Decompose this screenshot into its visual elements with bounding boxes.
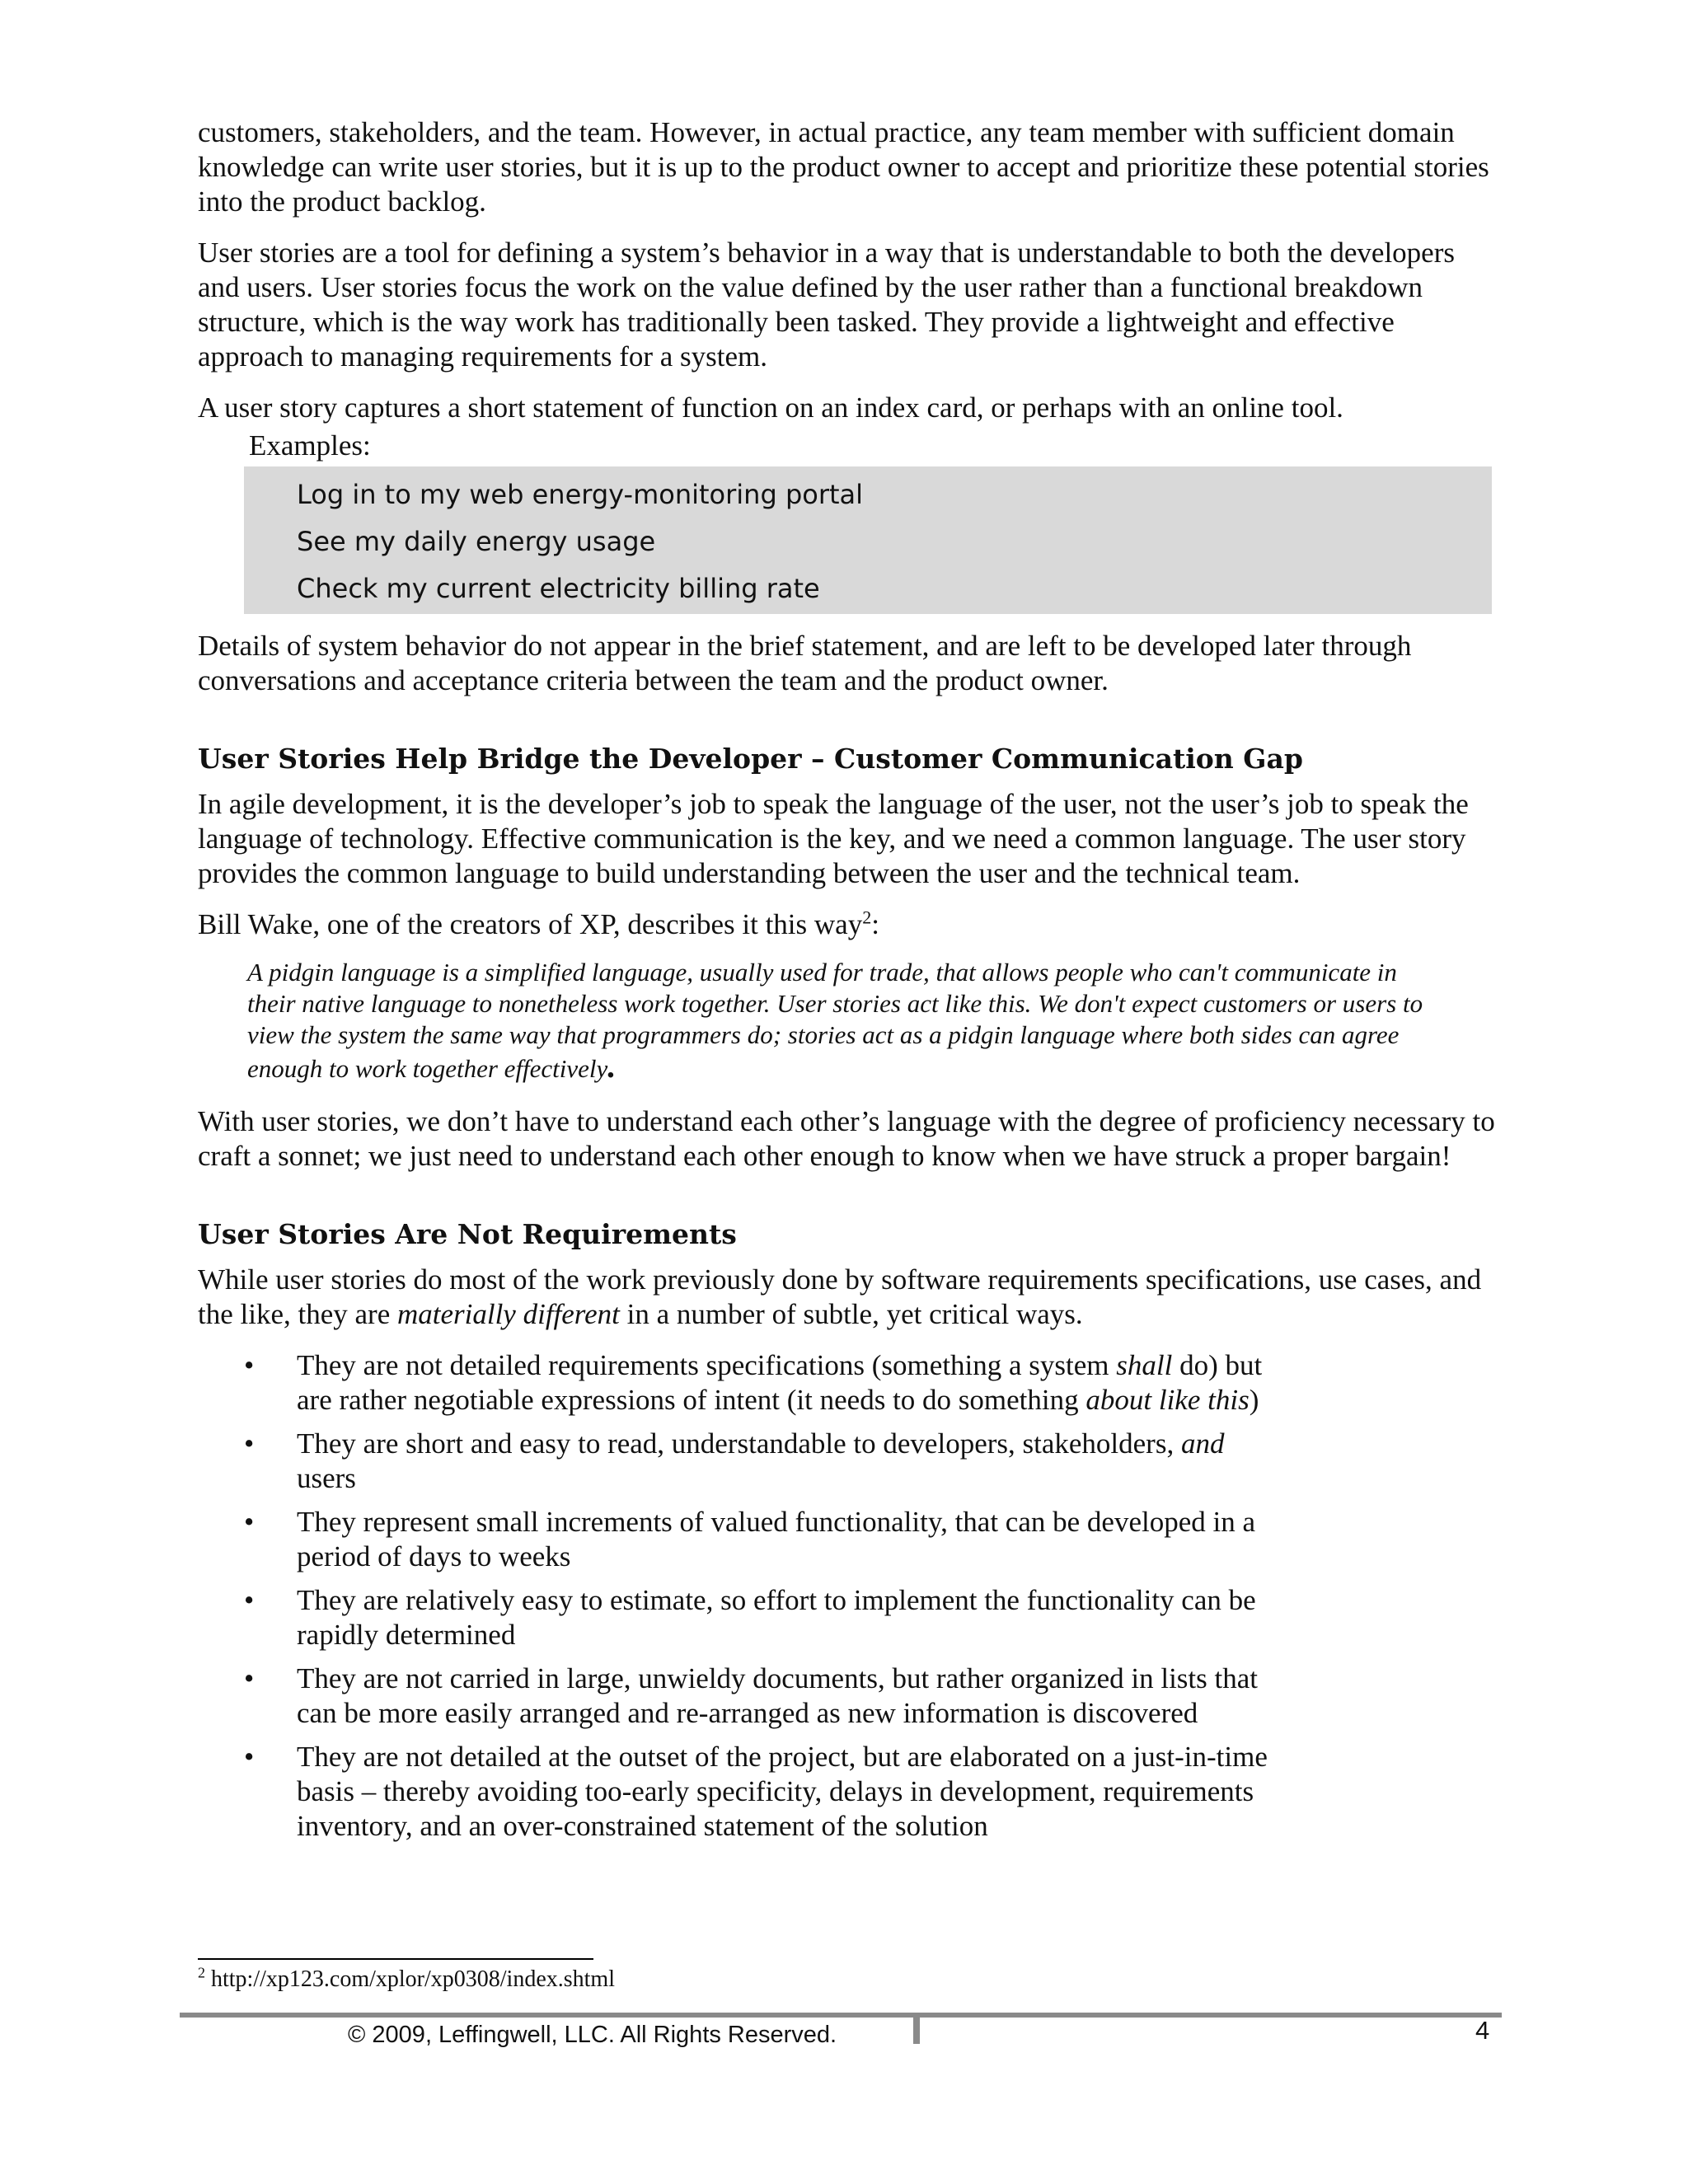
footer-divider-tick (913, 2013, 920, 2044)
example-item: See my daily energy usage (297, 526, 656, 557)
bullet-icon: • (244, 1741, 255, 1773)
footnote-divider (198, 1958, 593, 1960)
footnote (198, 1966, 615, 1994)
footnote-number: 2 (198, 1964, 205, 1981)
bullet-emphasis-shall: shall (1116, 1349, 1173, 1381)
list-item (198, 1348, 1286, 1418)
example-item: Check my current electricity billing rate (297, 573, 820, 604)
bullet-text-a: They are not detailed requirements specifications (something a system (297, 1349, 1117, 1381)
paragraph-intro: customers, stakeholders, and the team. However, in actual practice, any team member with sufficient domain knowledge can write user stories, but it is up to the product owner to accept and prioritize these potential stories into the product backlog. (198, 116, 1489, 218)
section-heading-communication-gap: User Stories Help Bridge the Developer – Customer Communication Gap (198, 743, 1303, 775)
pidgin-quote (247, 957, 1434, 1085)
list-item (198, 1740, 1286, 1844)
bullet-icon: • (244, 1662, 255, 1694)
paragraph-sonnet: With user stories, we don’t have to understand each other’s language with the degree of proficiency necessary to craft a sonnet; we just need to understand each other enough to know when we have struck a proper bargain! (198, 1105, 1495, 1172)
intro-text-a: While user stories do most of the work previously done by software requirements specifications, use cases, and the like, they are (198, 1263, 1482, 1330)
intro-emphasis: materially different (396, 1298, 620, 1330)
bullet-text: They represent small increments of valued functionality, that can be developed in a period of days to weeks (297, 1506, 1255, 1572)
list-item (198, 1583, 1286, 1652)
copyright-notice: © 2009, Leffingwell, LLC. All Rights Reserved. (348, 2022, 837, 2048)
list-item (198, 1427, 1286, 1496)
bullet-text-a: They are short and easy to read, understandable to developers, stakeholders, (297, 1427, 1181, 1460)
paragraph-bill-wake (198, 907, 1500, 942)
paragraph-user-stories-tool: User stories are a tool for defining a system’s behavior in a way that is understandable to both the developers and users. User stories focus the work on the value defined by the user rather than a functional breakdown structure, which is the way work has traditionally been tasked. They provide a lightweight and effective approach to managing requirements for a system. (198, 237, 1455, 373)
bullet-text: They are not carried in large, unwieldy documents, but rather organized in lists that can be more easily arranged and re-arranged as new information is discovered (297, 1662, 1258, 1729)
bullet-text-c: ) (1249, 1384, 1259, 1416)
bullet-emphasis-about: about like this (1085, 1384, 1250, 1416)
page-number: 4 (1475, 2016, 1490, 2045)
list-item (198, 1505, 1286, 1574)
footnote-url[interactable]: http://xp123.com/xplor/xp0308/index.shtml (205, 1966, 615, 1992)
paragraph-details: Details of system behavior do not appear in the brief statement, and are left to be developed later through conversations and acceptance criteria between the team and the product owner. (198, 630, 1412, 696)
bullet-icon: • (244, 1427, 255, 1460)
bullet-icon: • (244, 1506, 255, 1538)
differences-list (198, 1348, 1500, 1844)
footer-divider (180, 2013, 1502, 2018)
bullet-text: They are not detailed at the outset of the project, but are elaborated on a just-in-time basis – thereby avoiding too-early specificity, delays in development, requirements inventory, and an over-constrained statement of the solution (297, 1741, 1268, 1842)
quote-period: . (607, 1047, 617, 1085)
bill-wake-colon: : (871, 908, 879, 940)
paragraph-agile-development: In agile development, it is the developer’s job to speak the language of the user, not the user’s job to speak the language of technology. Effective communication is the key, and we need a common language. The user story provides the common language to build understanding between the user and the technical team. (198, 788, 1469, 889)
bullet-text-b: users (297, 1462, 356, 1494)
bullet-text: They are relatively easy to estimate, so effort to implement the functionality can be rapidly determined (297, 1584, 1256, 1651)
bullet-text-b: do) but are rather negotiable expressions of intent (it needs to do something (297, 1349, 1263, 1416)
example-item: Log in to my web energy-monitoring portal (297, 479, 864, 510)
paragraph-materially-different (198, 1263, 1500, 1332)
bullet-icon: • (244, 1349, 255, 1381)
examples-box (244, 466, 1492, 614)
page-body (198, 115, 1500, 1853)
list-item (198, 1661, 1286, 1731)
bullet-icon: • (244, 1584, 255, 1616)
section-heading-not-requirements: User Stories Are Not Requirements (198, 1218, 737, 1250)
bullet-emphasis-and: and (1180, 1427, 1225, 1460)
quote-text: A pidgin language is a simplified language, usually used for trade, that allows people who can't communicate in their native language to nonetheless work together. User stories act like this. We don't expect customers or users to view the system the same way that programmers do; stories act as a pidgin language where both sides can agree enough to work together effectively (247, 958, 1423, 1083)
bill-wake-text: Bill Wake, one of the creators of XP, describes it this way (198, 908, 863, 940)
intro-text-b: in a number of subtle, yet critical ways. (619, 1298, 1083, 1330)
examples-label: Examples: (249, 429, 371, 462)
paragraph-index-card: A user story captures a short statement of function on an index card, or perhaps with an online tool. (198, 391, 1343, 424)
footnote-reference: 2 (862, 907, 872, 928)
